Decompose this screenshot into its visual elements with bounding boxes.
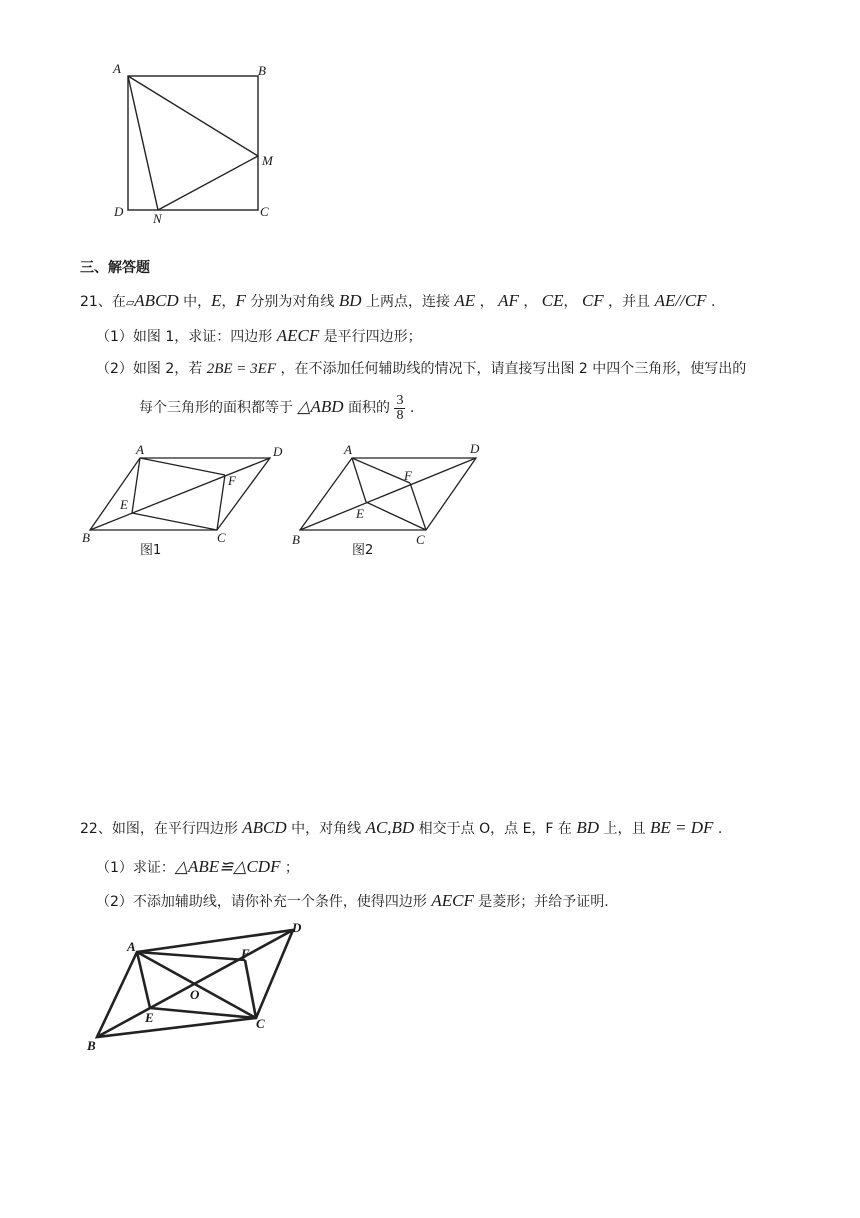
q21-figure-2 <box>288 438 498 564</box>
q22-part2: （2）不添加辅助线，请你补充一个条件，使得四边形 AECF 是菱形；并给予证明. <box>96 891 609 910</box>
q21-stem: 21、在▱ABCD 中，E，F 分别为对角线 BD 上两点，连接 AE ， AF ， CE， CF ，并且 AE//CF . <box>80 291 716 310</box>
label-c-fig2: C <box>416 532 425 547</box>
segment-ce-fig2 <box>366 502 426 530</box>
q21-part1: （1）如图 1，求证：四边形 AECF 是平行四边形； <box>96 326 422 345</box>
label-b: B <box>258 63 266 78</box>
segment-af-fig2 <box>352 458 410 483</box>
q22-part1: （1）求证：△ABE≌△CDF ； <box>96 857 299 876</box>
q22-number: 22、 <box>80 821 112 837</box>
label-c-q22: C <box>256 1016 265 1031</box>
label-e-fig2: E <box>356 506 364 521</box>
fraction-3-8: $\frac{3}{8}$ <box>396 392 404 423</box>
segment-ce-fig1 <box>132 513 217 530</box>
q21-part2-line2: 每个三角形的面积都等于 △ABD 面积的 $\frac{3}{8}$ . <box>139 392 415 423</box>
label-a-q22: A <box>127 939 136 954</box>
caption-fig2: 图2 <box>352 543 374 558</box>
q22-figure <box>80 918 320 1058</box>
segment-af-fig1 <box>140 458 225 475</box>
label-m: M <box>262 153 273 168</box>
square-abcd <box>128 76 258 210</box>
section-heading: 三、解答题 <box>80 260 150 276</box>
label-e-fig1: E <box>120 497 128 512</box>
q21-figure-1 <box>74 438 294 564</box>
segment-am <box>128 76 258 156</box>
q21-part2-line1: （2）如图 2，若 2BE = 3EF ，在不添加任何辅助线的情况下，请直接写出图 2 中四个三角形，使写出的 <box>96 361 747 377</box>
square-figure <box>100 58 300 228</box>
label-f-fig2: F <box>404 468 412 483</box>
label-a-fig1: A <box>136 442 144 457</box>
label-a: A <box>113 61 121 76</box>
label-c-fig1: C <box>217 530 226 545</box>
segment-cf-q22 <box>245 960 256 1018</box>
segment-an <box>128 76 158 210</box>
segment-ae-fig1 <box>132 458 140 513</box>
label-d-fig2: D <box>470 441 480 456</box>
label-f-q22: F <box>241 946 250 961</box>
segment-af-q22 <box>137 952 245 960</box>
segment-ae-q22 <box>137 952 150 1008</box>
label-c: C <box>260 204 269 219</box>
label-b-q22: B <box>87 1038 96 1053</box>
label-b-fig1: B <box>82 530 90 545</box>
caption-fig1: 图1 <box>140 543 162 558</box>
label-d: D <box>114 204 124 219</box>
label-e-q22: E <box>145 1010 154 1025</box>
label-o-q22: O <box>190 987 200 1002</box>
label-b-fig2: B <box>292 532 300 547</box>
label-n: N <box>153 211 162 226</box>
q22-stem: 22、如图，在平行四边形 ABCD 中，对角线 AC,BD 相交于点 O，点 E，F 在 BD 上，且 BE = DF . <box>80 818 723 837</box>
label-d-fig1: D <box>273 444 283 459</box>
parallelogram-symbol: ▱ <box>125 296 135 309</box>
segment-ae-fig2 <box>352 458 366 502</box>
label-d-q22: D <box>292 920 302 935</box>
segment-nm <box>158 156 258 210</box>
label-f-fig1: F <box>228 473 236 488</box>
q21-number: 21、 <box>80 294 112 310</box>
label-a-fig2: A <box>344 442 352 457</box>
